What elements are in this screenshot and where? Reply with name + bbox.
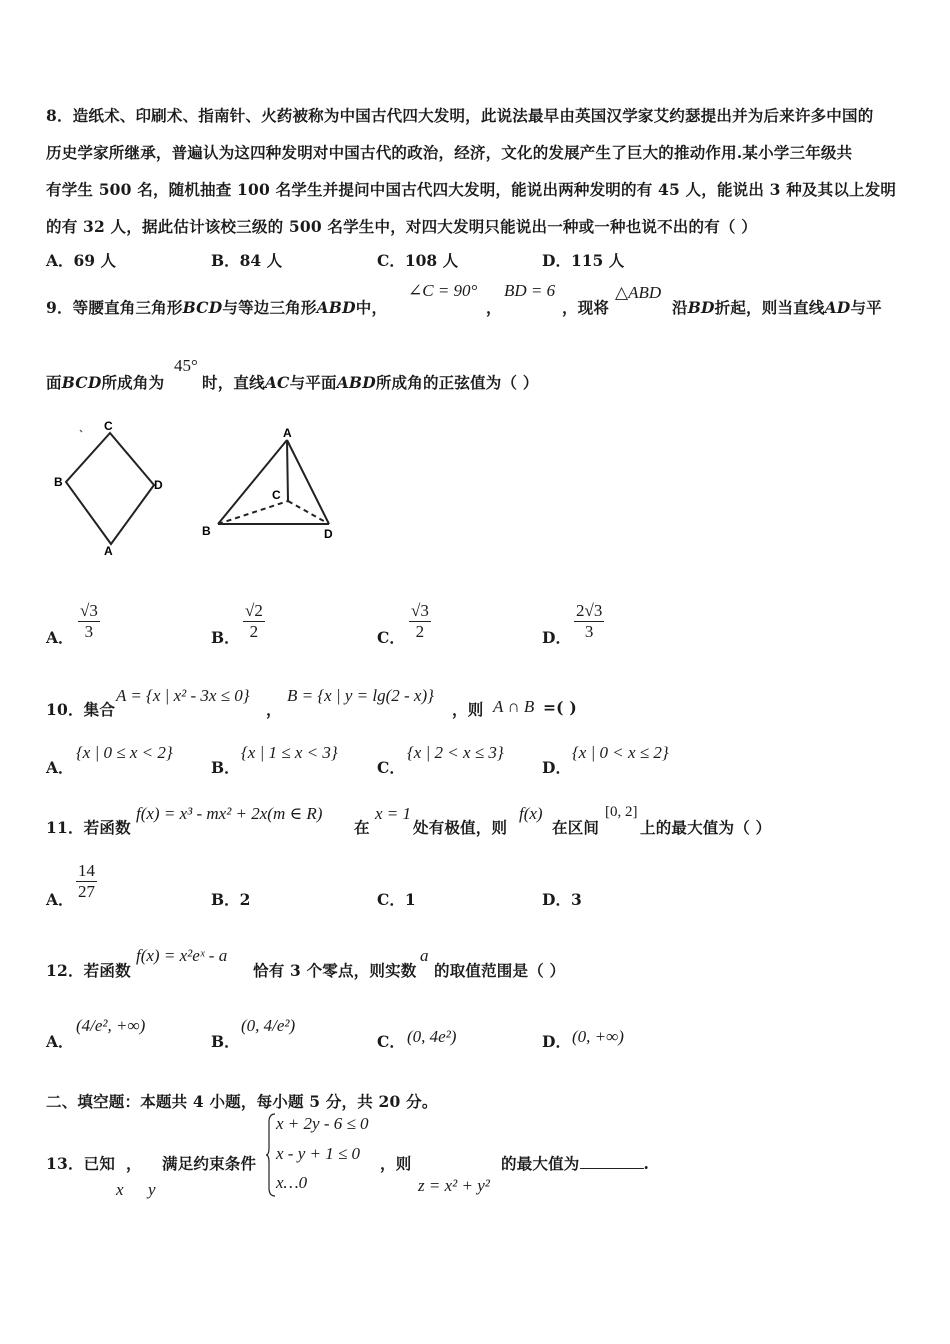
q9-option-c-label[interactable]: C． [377,628,405,647]
q11-interval: [0, 2] [605,804,638,820]
q9-triangle-abd: △ABD [615,283,662,302]
q9-comma: ， [486,298,502,317]
q9-figures [40,405,360,565]
q10-prefix: 10．集合 [46,700,116,719]
q8-option-d[interactable]: D．115 人 [542,251,625,270]
q10-set-b: B = {x | y = lg(2 - x)} [287,686,434,705]
fig2-label-c: C [272,488,281,502]
q8-line-1: 8．造纸术、印刷术、指南针、火药被称为中国古代四大发明，此说法最早由英国汉学家艾约瑟提出并为后来许多中国的 [46,106,874,125]
q13-x: x [116,1180,124,1199]
q13-max-text: 的最大值为 . [501,1154,650,1173]
q13-answer-blank[interactable] [580,1154,644,1169]
q9-option-a-label[interactable]: A． [46,628,74,647]
q10-option-b-value[interactable]: {x | 1 ≤ x < 3} [241,743,338,762]
q11-option-b[interactable]: B．2 [211,890,251,909]
q9-text-now: ，现将 [562,298,610,317]
q11-prefix: 11．若函数 [46,818,131,837]
q11-in-interval: 在区间 [552,818,600,837]
q12-a: a [420,946,429,965]
q8-option-b[interactable]: B．84 人 [211,251,283,270]
fig1-label-d: D [154,478,163,492]
q11-function: f(x) = x³ - mx² + 2x(m ∈ R) [136,804,323,823]
q8-line-2: 历史学家所继承，普遍认为这四种发明对中国古代的政治，经济，文化的发展产生了巨大的推动作用.某小学三年级共 [46,143,853,162]
fig2-label-a: A [283,426,292,440]
q8-line-4: 的有 32 人，据此估计该校三级的 500 名学生中，对四大发明只能说出一种或一种也说不出的有（ ） [46,217,757,236]
q12-option-c-value[interactable]: (0, 4e²) [407,1027,457,1046]
q8-line-3: 有学生 500 名，随机抽查 100 名学生并提问中国古代四大发明，能说出两种发明的有 45 人，能说出 3 种及其以上发明 [46,180,897,199]
q13-comma: ， [126,1154,142,1173]
q10-equals: =( ) [543,698,577,717]
q10-option-a-value[interactable]: {x | 0 ≤ x < 2} [76,743,173,762]
edge-ab [218,440,287,524]
q9-figure-square [66,433,154,544]
edge-ac [287,440,288,501]
q13-constraint-1: x + 2y - 6 ≤ 0 [276,1114,369,1133]
q10-option-c-value[interactable]: {x | 2 < x ≤ 3} [407,743,504,762]
q13-z: z = x² + y² [418,1176,490,1195]
q12-option-c-label[interactable]: C． [377,1032,405,1051]
fig2-label-d: D [324,527,333,541]
q11-option-c[interactable]: C．1 [377,890,416,909]
q10-option-d-value[interactable]: {x | 0 < x ≤ 2} [572,743,669,762]
q12-zeros: 恰有 3 个零点，则实数 [253,961,417,980]
q9-option-d-label[interactable]: D． [542,628,571,647]
q9-option-b-value[interactable]: $\frac{√2}{2}$ [245,601,263,641]
q13-constraint-2: x - y + 1 ≤ 0 [276,1144,361,1163]
q12-option-d-value[interactable]: (0, +∞) [572,1027,624,1046]
q9-bd-length: BD = 6 [504,281,556,300]
q10-set-a: A = {x | x² - 3x ≤ 0} [116,686,250,705]
q11-option-a-label[interactable]: A． [46,890,74,909]
q10-option-a-label[interactable]: A． [46,758,74,777]
q9-option-b-label[interactable]: B． [211,628,240,647]
q13-constraint-3: x…0 [276,1173,308,1192]
q12-option-b-value[interactable]: (0, 4/e²) [241,1016,296,1035]
q8-option-c[interactable]: C．108 人 [377,251,459,270]
q11-at: 在 [354,818,370,837]
q10-then: ，则 [452,700,484,719]
q10-option-b-label[interactable]: B． [211,758,240,777]
q12-range: 的取值范围是（ ） [434,961,566,980]
q13-prefix: 13．已知 [46,1154,116,1173]
q9-line-2-start: 面BCD所成角为 [46,373,165,392]
section-2-heading: 二、填空题：本题共 4 小题，每小题 5 分，共 20 分。 [46,1092,438,1111]
q12-option-a-label[interactable]: A． [46,1032,74,1051]
q10-option-d-label[interactable]: D． [542,758,571,777]
q11-option-d[interactable]: D．3 [542,890,582,909]
q12-option-d-label[interactable]: D． [542,1032,571,1051]
q9-option-c-value[interactable]: $\frac{√3}{2}$ [411,601,429,641]
q13-then: ，则 [380,1154,412,1173]
q10-comma: ， [266,700,282,719]
q9-figure-tetrahedron [218,440,329,524]
q11-option-a-value[interactable]: $\frac{14}{27}$ [78,861,95,901]
q12-prefix: 12．若函数 [46,961,131,980]
q8-option-a[interactable]: A．69 人 [46,251,116,270]
q9-option-d-value[interactable]: $\frac{2√3}{3}$ [576,601,603,641]
fig1-label-c: C [104,419,113,433]
q13-constraint-text: 满足约束条件 [162,1154,257,1173]
fig2-label-b: B [202,524,211,538]
square-bcda [66,433,154,544]
q11-max: 上的最大值为（ ） [640,818,772,837]
q10-intersection: A ∩ B [493,697,535,716]
q9-line-1-end: 沿BD折起，则当直线AD与平 [672,298,882,317]
q12-option-a-value[interactable]: (4/e², +∞) [76,1016,146,1035]
q11-extreme: 处有极值，则 [413,818,508,837]
q10-option-c-label[interactable]: C． [377,758,405,777]
q9-option-a-value[interactable]: $\frac{√3}{3}$ [80,601,98,641]
q9-angle-c: ∠C = 90° [408,281,478,300]
q11-x-eq-1: x = 1 [375,804,412,823]
q12-option-b-label[interactable]: B． [211,1032,240,1051]
speck [80,430,82,432]
fig1-label-b: B [54,475,63,489]
q13-y: y [148,1180,156,1199]
q9-line-2-end: 时，直线AC与平面ABD所成角的正弦值为（ ） [202,373,539,392]
q12-function: f(x) = x²eˣ - a [136,946,228,965]
q9-angle-45: 45° [174,356,198,375]
q11-fx: f(x) [519,804,543,823]
q9-line-1: 9．等腰直角三角形BCD与等边三角形ABD中， [46,298,388,317]
fig1-label-a: A [104,544,113,558]
